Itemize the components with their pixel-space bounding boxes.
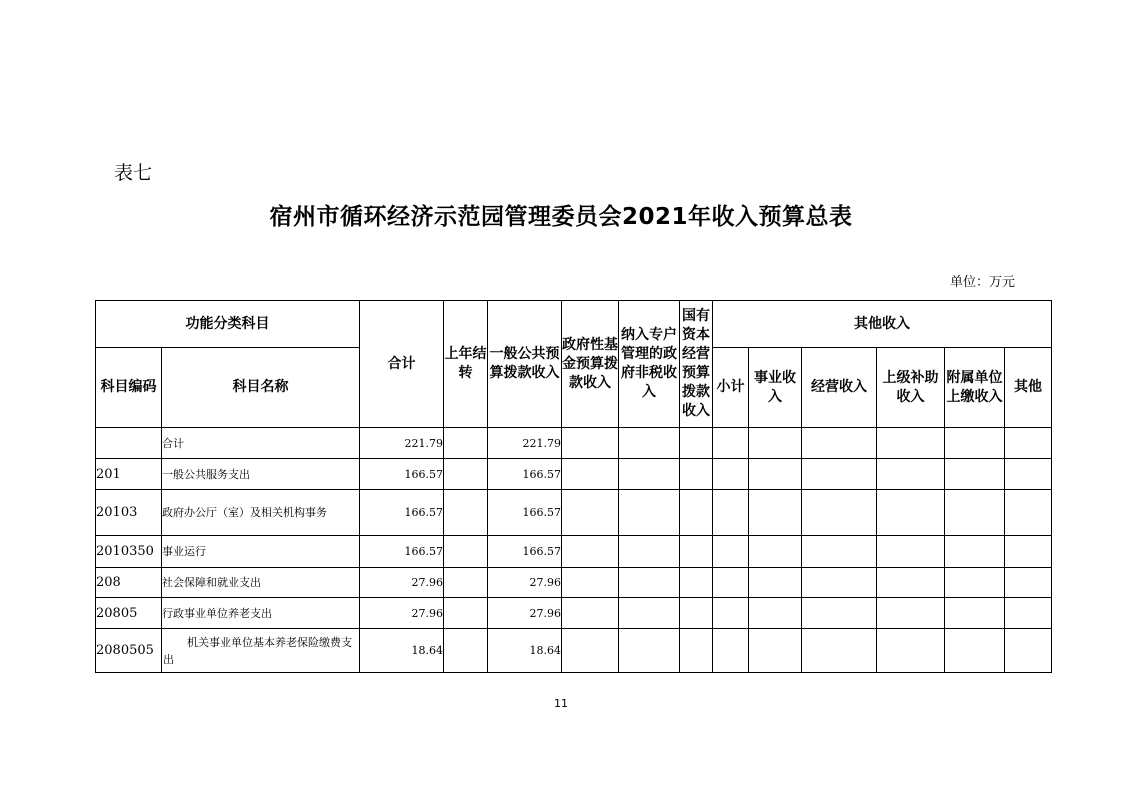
row-total: 166.57: [360, 536, 444, 568]
row-total: 166.57: [360, 459, 444, 490]
empty-cell: [713, 459, 749, 490]
row-carryover: [444, 536, 488, 568]
header-general-public: 一般公共预算拨款收入: [488, 301, 562, 428]
empty-cell: [945, 428, 1005, 459]
empty-cell: [619, 629, 680, 673]
empty-cell: [802, 428, 877, 459]
row-carryover: [444, 490, 488, 536]
empty-cell: [877, 629, 945, 673]
table-row: [96, 568, 1052, 598]
empty-cell: [680, 536, 713, 568]
empty-cell: [680, 459, 713, 490]
row-carryover: [444, 428, 488, 459]
header-functional-category: 功能分类科目: [96, 301, 360, 348]
row-code: 2080505: [96, 629, 162, 673]
empty-cell: [562, 428, 619, 459]
empty-cell: [749, 629, 802, 673]
empty-cell: [749, 428, 802, 459]
empty-cell: [749, 490, 802, 536]
header-business: 事业收入: [749, 348, 802, 428]
empty-cell: [877, 598, 945, 629]
empty-cell: [1005, 428, 1052, 459]
row-total: 166.57: [360, 490, 444, 536]
page-title: 宿州市循环经济示范园管理委员会2021年收入预算总表: [269, 204, 853, 230]
empty-cell: [562, 536, 619, 568]
empty-cell: [562, 490, 619, 536]
empty-cell: [713, 568, 749, 598]
empty-cell: [619, 598, 680, 629]
empty-cell: [945, 598, 1005, 629]
table-row: [96, 459, 1052, 490]
empty-cell: [749, 598, 802, 629]
table-label: 表七: [114, 162, 153, 184]
empty-cell: [749, 536, 802, 568]
income-budget-table: [95, 300, 1052, 673]
empty-cell: [945, 536, 1005, 568]
empty-cell: [619, 459, 680, 490]
empty-cell: [713, 536, 749, 568]
row-carryover: [444, 629, 488, 673]
row-name: 一般公共服务支出: [162, 459, 360, 490]
empty-cell: [877, 568, 945, 598]
row-code: 208: [96, 568, 162, 598]
empty-cell: [877, 459, 945, 490]
header-name: 科目名称: [162, 348, 360, 428]
header-nontax: 纳入专户管理的政府非税收入: [619, 301, 680, 428]
row-total: 27.96: [360, 598, 444, 629]
table-row: [96, 428, 1052, 459]
row-code: [96, 428, 162, 459]
row-general: 166.57: [488, 490, 562, 536]
header-other-income: 其他收入: [713, 301, 1052, 348]
row-code: 20103: [96, 490, 162, 536]
header-state-capital: 国有资本经营预算拨款收入: [680, 301, 713, 428]
header-subtotal: 小计: [713, 348, 749, 428]
empty-cell: [1005, 568, 1052, 598]
empty-cell: [619, 568, 680, 598]
empty-cell: [713, 598, 749, 629]
row-name: 机关事业单位基本养老保险缴费支出: [162, 629, 360, 673]
empty-cell: [802, 598, 877, 629]
table-row: [96, 490, 1052, 536]
header-others: 其他: [1005, 348, 1052, 428]
header-operating: 经营收入: [802, 348, 877, 428]
empty-cell: [945, 490, 1005, 536]
empty-cell: [1005, 598, 1052, 629]
empty-cell: [802, 459, 877, 490]
empty-cell: [680, 629, 713, 673]
empty-cell: [877, 536, 945, 568]
row-general: 27.96: [488, 568, 562, 598]
empty-cell: [802, 536, 877, 568]
header-affiliated: 附属单位上缴收入: [945, 348, 1005, 428]
empty-cell: [562, 598, 619, 629]
row-name: 合计: [162, 428, 360, 459]
empty-cell: [562, 629, 619, 673]
empty-cell: [802, 629, 877, 673]
table-row: [96, 536, 1052, 568]
row-general: 221.79: [488, 428, 562, 459]
empty-cell: [680, 568, 713, 598]
row-name: 行政事业单位养老支出: [162, 598, 360, 629]
row-total: 27.96: [360, 568, 444, 598]
empty-cell: [562, 459, 619, 490]
table-row: [96, 598, 1052, 629]
empty-cell: [1005, 490, 1052, 536]
header-total: 合计: [360, 301, 444, 428]
header-superior-subsidy: 上级补助收入: [877, 348, 945, 428]
empty-cell: [877, 428, 945, 459]
row-carryover: [444, 459, 488, 490]
header-carryover: 上年结转: [444, 301, 488, 428]
header-code: 科目编码: [96, 348, 162, 428]
header-gov-fund: 政府性基金预算拨款收入: [562, 301, 619, 428]
empty-cell: [680, 490, 713, 536]
empty-cell: [619, 536, 680, 568]
empty-cell: [1005, 536, 1052, 568]
empty-cell: [749, 459, 802, 490]
empty-cell: [1005, 459, 1052, 490]
row-total: 221.79: [360, 428, 444, 459]
empty-cell: [945, 629, 1005, 673]
empty-cell: [945, 568, 1005, 598]
empty-cell: [802, 490, 877, 536]
empty-cell: [619, 428, 680, 459]
table-row: [96, 629, 1052, 673]
empty-cell: [945, 459, 1005, 490]
empty-cell: [877, 490, 945, 536]
row-general: 27.96: [488, 598, 562, 629]
row-general: 18.64: [488, 629, 562, 673]
row-carryover: [444, 568, 488, 598]
row-name: 事业运行: [162, 536, 360, 568]
row-general: 166.57: [488, 459, 562, 490]
row-total: 18.64: [360, 629, 444, 673]
empty-cell: [680, 598, 713, 629]
row-general: 166.57: [488, 536, 562, 568]
empty-cell: [749, 568, 802, 598]
empty-cell: [802, 568, 877, 598]
row-name: 政府办公厅（室）及相关机构事务: [162, 490, 360, 536]
empty-cell: [619, 490, 680, 536]
row-code: 2010350: [96, 536, 162, 568]
unit-label: 单位：万元: [950, 275, 1016, 290]
row-name: 社会保障和就业支出: [162, 568, 360, 598]
row-code: 201: [96, 459, 162, 490]
empty-cell: [713, 629, 749, 673]
empty-cell: [713, 428, 749, 459]
row-code: 20805: [96, 598, 162, 629]
row-carryover: [444, 598, 488, 629]
empty-cell: [1005, 629, 1052, 673]
empty-cell: [713, 490, 749, 536]
page-number: 11: [554, 697, 568, 710]
empty-cell: [562, 568, 619, 598]
empty-cell: [680, 428, 713, 459]
